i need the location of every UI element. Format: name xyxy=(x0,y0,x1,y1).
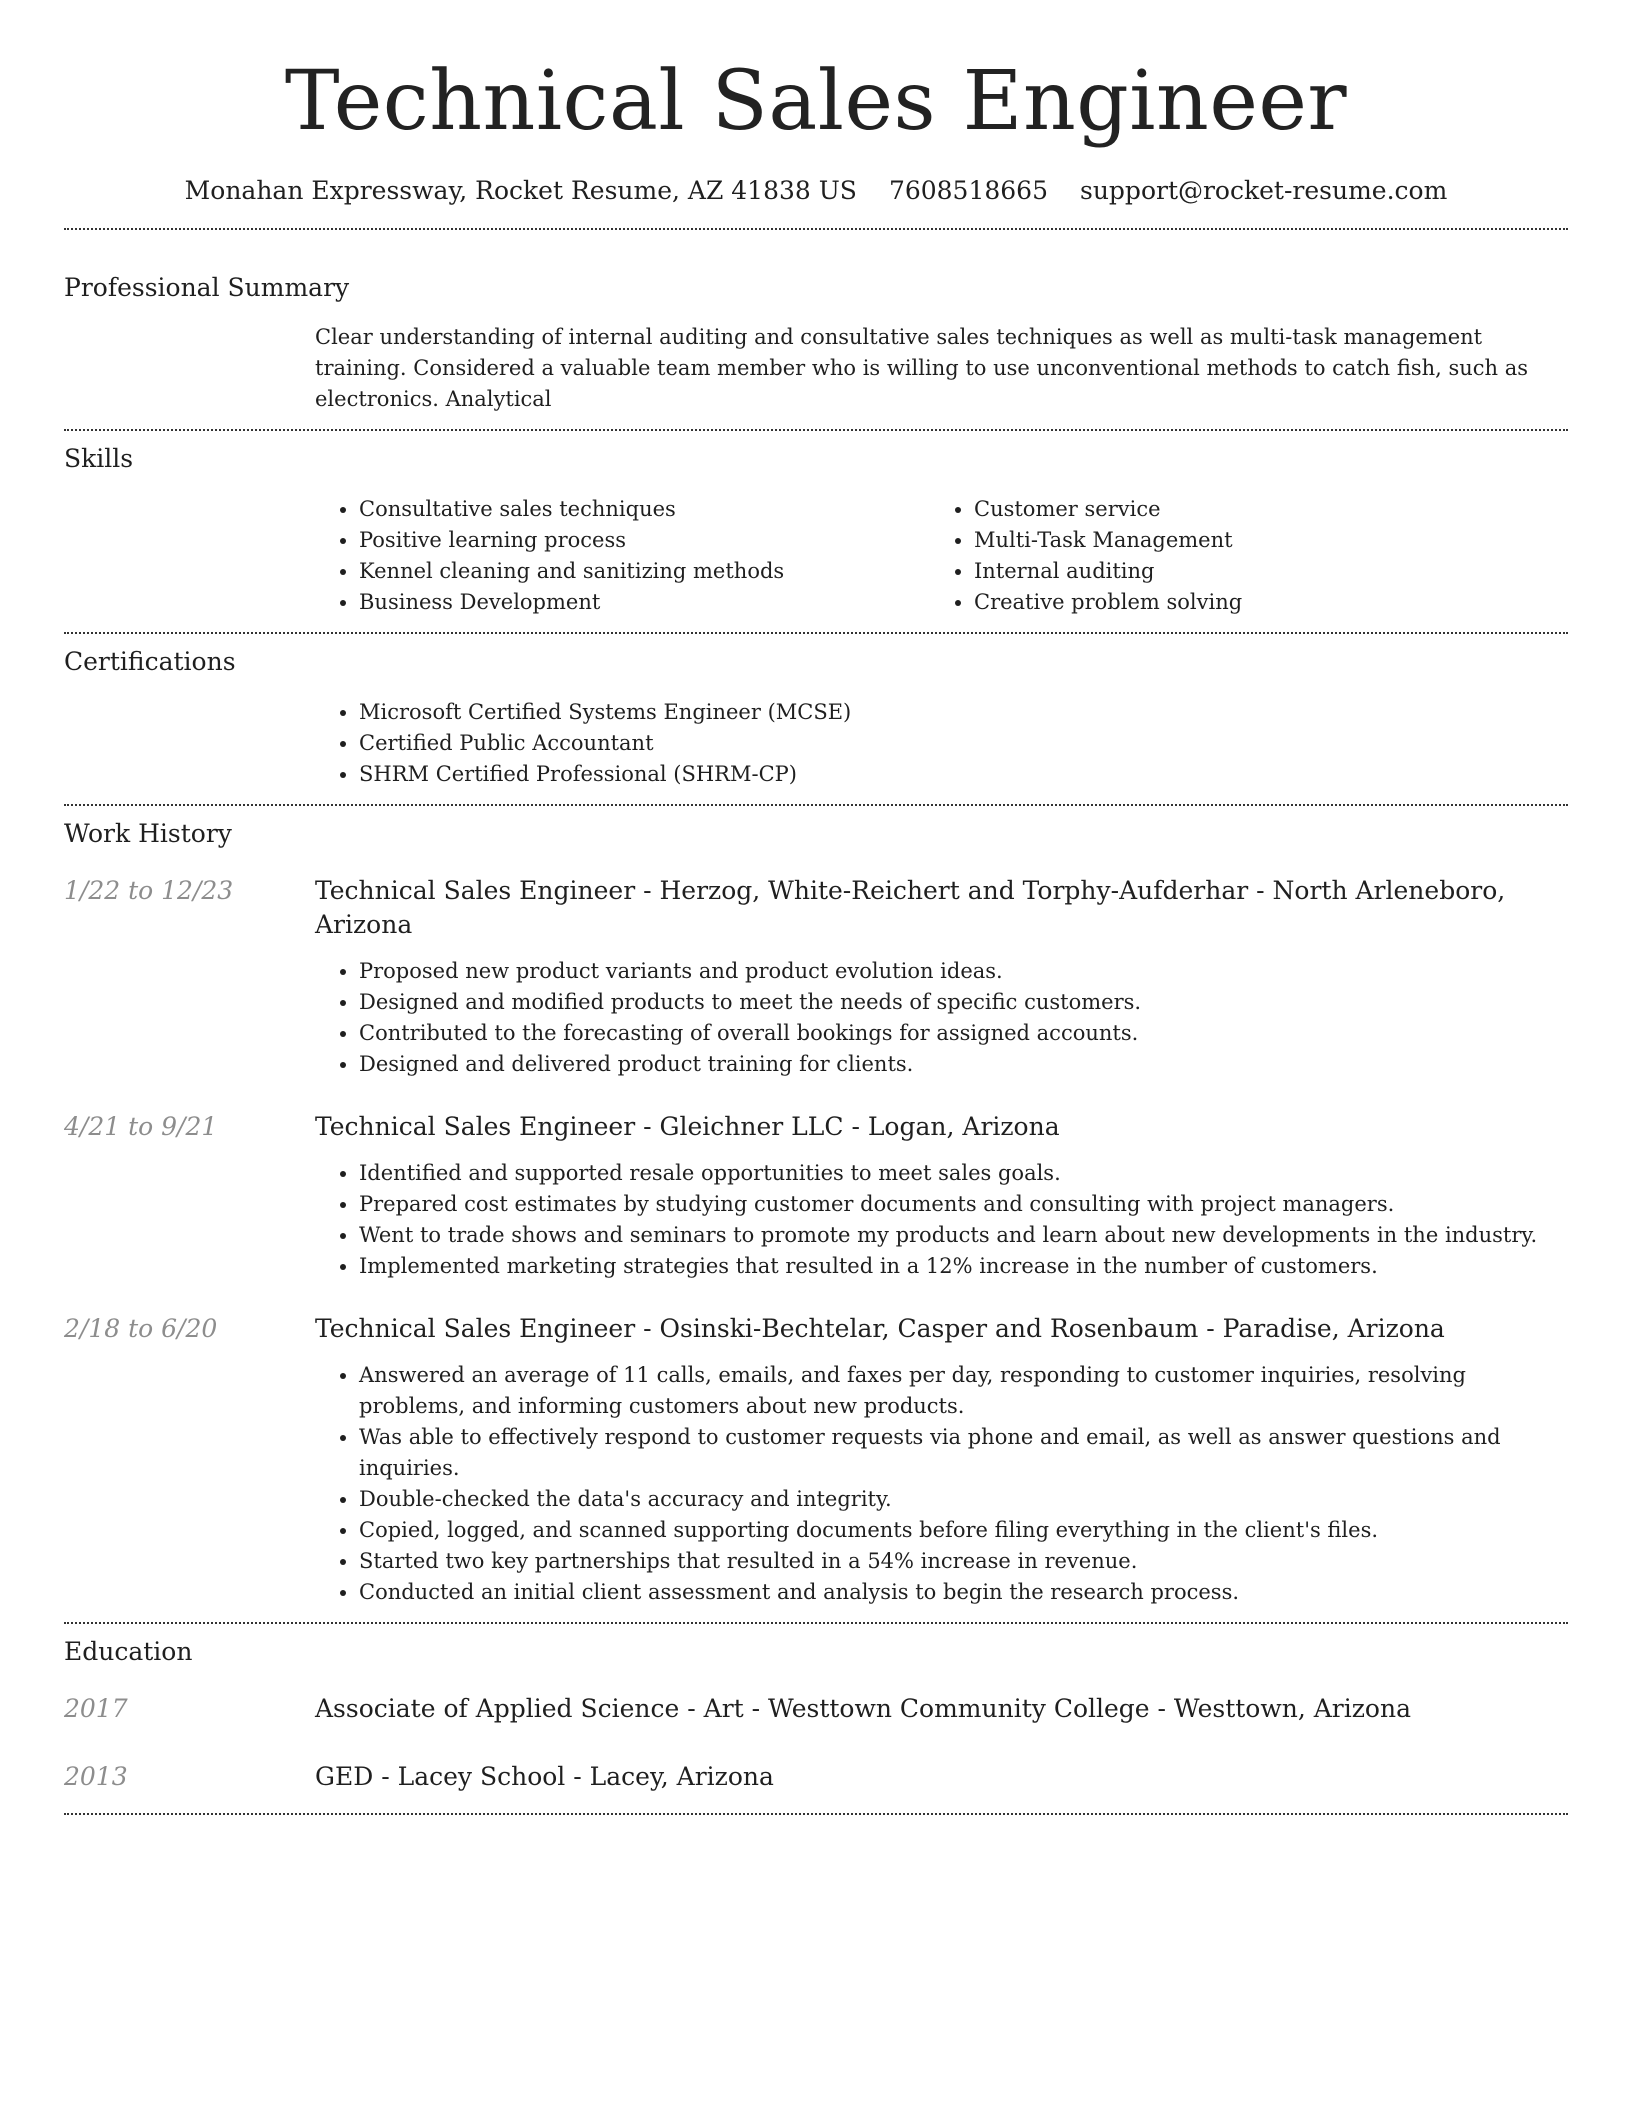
section-divider xyxy=(64,1622,1568,1624)
certification-item: • Certified Public Accountant xyxy=(359,728,1568,759)
job-bullet: • Conducted an initial client assessment and analysis to begin the research process. xyxy=(359,1577,1568,1608)
job-dates: 2/18 to 6/20 xyxy=(64,1314,218,1343)
job-bullet: • Prepared cost estimates by studying customer documents and consulting with project managers. xyxy=(359,1189,1568,1220)
job-entry xyxy=(64,1110,1568,1282)
job-bullet: • Designed and modified products to meet the needs of specific customers. xyxy=(359,987,1568,1018)
certifications-content xyxy=(315,697,1568,790)
section-title-summary: Professional Summary xyxy=(64,273,350,302)
summary-content xyxy=(315,322,1568,415)
job-title: Technical Sales Engineer - Osinski-Bechtelar, Casper and Rosenbaum - Paradise, Arizona xyxy=(315,1314,1445,1343)
job-bullet: • Copied, logged, and scanned supporting documents before filing everything in the client's files. xyxy=(359,1515,1568,1546)
education-year: 2013 xyxy=(64,1762,128,1791)
skills-list-left xyxy=(315,494,930,618)
education-title: Associate of Applied Science - Art - Westtown Community College - Westtown, Arizona xyxy=(315,1694,1411,1723)
skill-item: • Positive learning process xyxy=(359,525,930,556)
education-title: GED - Lacey School - Lacey, Arizona xyxy=(315,1762,774,1791)
job-bullets xyxy=(315,956,1568,1080)
certifications-list xyxy=(315,697,1568,790)
job-bullet: • Contributed to the forecasting of overall bookings for assigned accounts. xyxy=(359,1018,1568,1049)
skill-item: • Business Development xyxy=(359,587,930,618)
resume-page xyxy=(64,0,1568,1815)
skill-item: • Multi-Task Management xyxy=(974,525,1530,556)
section-title-skills: Skills xyxy=(64,444,134,473)
skill-item: • Internal auditing xyxy=(974,556,1530,587)
section-divider xyxy=(64,1813,1568,1815)
certification-item: • Microsoft Certified Systems Engineer (MCSE) xyxy=(359,697,1568,728)
certification-item: • SHRM Certified Professional (SHRM-CP) xyxy=(359,759,1568,790)
work-history-section xyxy=(64,817,1568,1608)
education-year: 2017 xyxy=(64,1694,128,1723)
summary-text: Clear understanding of internal auditing and consultative sales techniques as well as multi-task management training. Considered a valuable team member who is willing to use unconventional methods to catch fish, such as electronics. Analytical xyxy=(315,325,1529,411)
job-bullet: • Went to trade shows and seminars to promote my products and learn about new developments in the industry. xyxy=(359,1220,1568,1251)
education-section xyxy=(64,1635,1568,1794)
skills-section xyxy=(64,442,1568,618)
skill-item: • Kennel cleaning and sanitizing methods xyxy=(359,556,930,587)
section-title-certifications: Certifications xyxy=(64,647,236,676)
skills-grid xyxy=(315,494,1568,618)
section-title-work-history: Work History xyxy=(64,819,232,848)
job-bullet: • Designed and delivered product training for clients. xyxy=(359,1049,1568,1080)
education-entry xyxy=(64,1760,1568,1794)
skill-item: • Customer service xyxy=(974,494,1530,525)
skill-item: • Creative problem solving xyxy=(974,587,1530,618)
section-divider xyxy=(64,804,1568,806)
job-bullet: • Proposed new product variants and product evolution ideas. xyxy=(359,956,1568,987)
skill-item: • Consultative sales techniques xyxy=(359,494,930,525)
resume-name: Technical Sales Engineer xyxy=(284,54,1348,149)
job-bullet: • Started two key partnerships that resulted in a 54% increase in revenue. xyxy=(359,1546,1568,1577)
job-bullets xyxy=(315,1360,1568,1608)
section-title-education: Education xyxy=(64,1637,193,1666)
section-divider xyxy=(64,632,1568,634)
job-dates: 4/21 to 9/21 xyxy=(64,1112,218,1141)
job-bullet: • Was able to effectively respond to customer requests via phone and email, as well as answer questions and inquiries. xyxy=(359,1422,1568,1484)
contact-address: Monahan Expressway, Rocket Resume, AZ 41838 US xyxy=(184,176,857,205)
section-divider xyxy=(64,228,1568,230)
job-title: Technical Sales Engineer - Herzog, White-Reichert and Torphy-Aufderhar - North Arleneboro, Arizona xyxy=(315,876,1506,939)
contact-line xyxy=(64,174,1568,208)
job-bullet: • Implemented marketing strategies that resulted in a 12% increase in the number of customers. xyxy=(359,1251,1568,1282)
skills-list-right xyxy=(930,494,1530,618)
contact-phone: 7608518665 xyxy=(888,176,1048,205)
job-title: Technical Sales Engineer - Gleichner LLC - Logan, Arizona xyxy=(315,1112,1060,1141)
job-bullets xyxy=(315,1158,1568,1282)
job-bullet: • Double-checked the data's accuracy and integrity. xyxy=(359,1484,1568,1515)
summary-section xyxy=(64,271,1568,415)
contact-email: support@rocket-resume.com xyxy=(1080,176,1448,205)
certifications-section xyxy=(64,645,1568,790)
job-bullet: • Identified and supported resale opportunities to meet sales goals. xyxy=(359,1158,1568,1189)
job-entry xyxy=(64,1312,1568,1608)
job-entry xyxy=(64,874,1568,1080)
education-entry xyxy=(64,1692,1568,1726)
job-dates: 1/22 to 12/23 xyxy=(64,876,234,905)
section-divider xyxy=(64,429,1568,431)
job-bullet: • Answered an average of 11 calls, emails, and faxes per day, responding to customer inquiries, resolving problems, and informing customers about new products. xyxy=(359,1360,1568,1422)
